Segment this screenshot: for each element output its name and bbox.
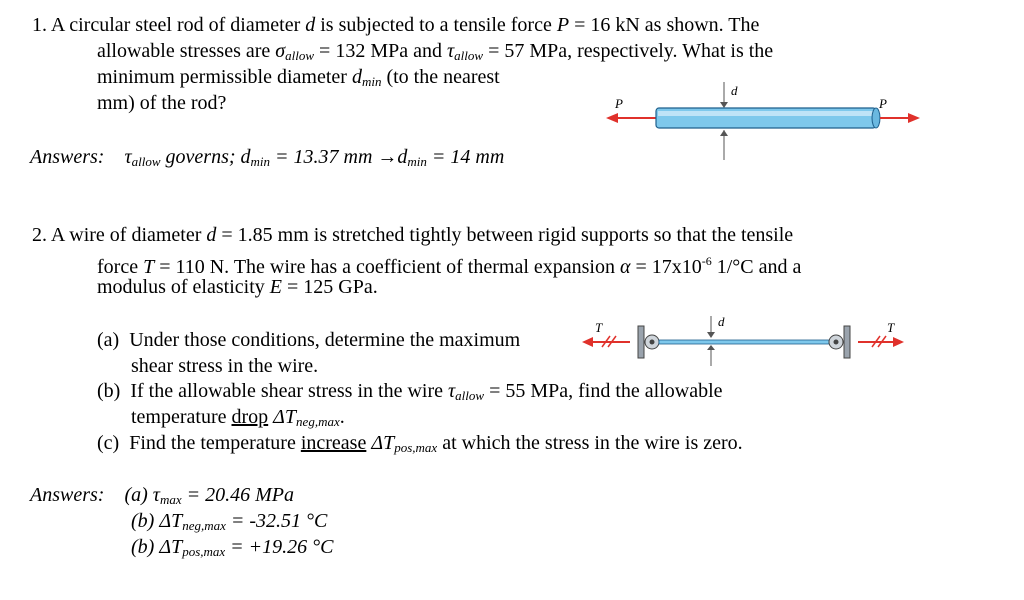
p1-rod-figure (600, 78, 930, 168)
p2-right-support (844, 326, 850, 358)
p2-line3: modulus of elasticity E = 125 GPa. (97, 276, 378, 298)
p2-part-b-line2: temperature drop $\Delta T_{neg,max}$. (131, 406, 345, 429)
p1-label-d: d (731, 83, 738, 98)
p2-wire-figure (580, 314, 910, 374)
p1-label-P-left: P (615, 96, 623, 111)
p1-number: 1. (32, 14, 47, 36)
p2-part-a-line1: (a) Under those conditions, determine the maximum (97, 329, 521, 351)
p2-number: 2. (32, 224, 47, 246)
p1-line4: mm) of the rod? (97, 92, 227, 114)
p2-answers-label: Answers: (30, 484, 105, 506)
p1-label-P-right: P (879, 96, 887, 111)
p2-label-T-right: T (887, 320, 895, 335)
p2-wire (659, 340, 829, 344)
p2-line2: force T = 110 N. The wire has a coefficient of thermal expansion $\alpha = 17x10^{-6}$ 1/°C and a (97, 254, 802, 278)
p2-answers-a: Answers: (a) $\tau_{max} = 20.46$ MPa (30, 484, 294, 507)
p1-answers-label: Answers: (30, 146, 105, 168)
arrow-right-icon: → (377, 146, 398, 168)
p2-label-d: d (718, 314, 725, 329)
p2-part-b-line1: (b) If the allowable shear stress in the wire $\tau_{allow} = 55$ MPa, find the allowable (97, 380, 723, 403)
p2-part-a-line2: shear stress in the wire. (131, 355, 319, 377)
p1-line1: 1. A circular steel rod of diameter d is subjected to a tensile force P = 16 kN as shown. The (32, 14, 760, 36)
p2-line1: 2. A wire of diameter d = 1.85 mm is stretched tightly between rigid supports so that the tensile (32, 224, 794, 246)
p1-line2: allowable stresses are $\sigma_{allow} = 132$ MPa and $\tau_{allow} = 57$ MPa, respectively. What is the (97, 40, 774, 63)
p2-answers-b2: (b) $\Delta T_{pos,max} = +19.26$ °C (131, 536, 334, 559)
p2-answers-b1: (b) $\Delta T_{neg,max} = -32.51$ °C (131, 510, 328, 533)
p1-answers: Answers: $\tau_{allow}$ governs; $d_{min} = 13.37$ mm $\to d_{min} = 14$ mm (30, 146, 505, 169)
p1-line3: minimum permissible diameter $d_{min}$ (to the nearest (97, 66, 500, 89)
p2-part-c: (c) Find the temperature increase $\Delta T_{pos,max}$ at which the stress in the wire is zero. (97, 432, 743, 455)
p2-label-T-left: T (595, 320, 603, 335)
p2-left-support (638, 326, 644, 358)
